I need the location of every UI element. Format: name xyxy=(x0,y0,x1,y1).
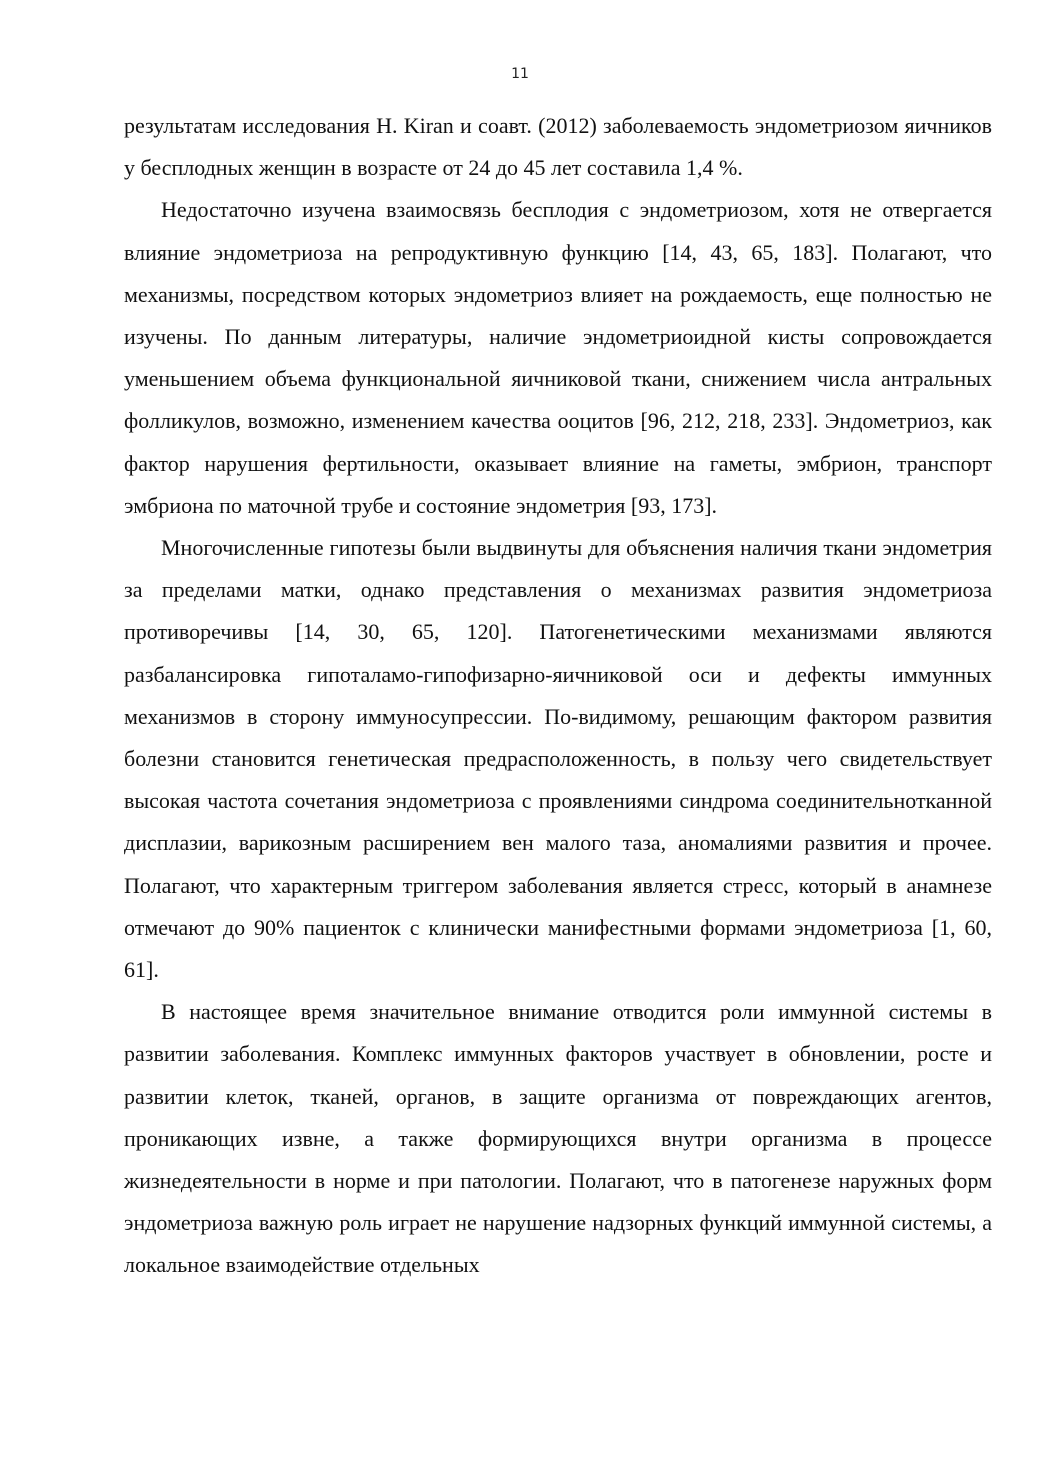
paragraph-infertility: Недостаточно изучена взаимосвязь бесплодия с эндометриозом, хотя не отвергается влияние эндометриоза на репродуктивную функцию [14, 43, 65, 183]. Полагают, что механизмы, посредством которых эндометриоз влияет на рождаемость, еще полностью не изучены. По данным литературы, наличие эндометриоидной кисты сопровождается уменьшением объема функциональной яичниковой ткани, снижением числа антральных фолликулов, возможно, изменением качества ооцитов [96, 212, 218, 233]. Эндометриоз, как фактор нарушения фертильности, оказывает влияние на гаметы, эмбрион, транспорт эмбриона по маточной трубе и состояние эндометрия [93, 173]. xyxy=(124,197,992,518)
paragraph-hypotheses: Многочисленные гипотезы были выдвинуты для объяснения наличия ткани эндометрия за пределами матки, однако представления о механизмах развития эндометриоза противоречивы [14, 30, 65, 120]. Патогенетическими механизмами являются разбалансировка гипоталамо-гипофизарно-яичниковой оси и дефекты иммунных механизмов в сторону иммуносупрессии. По-видимому, решающим фактором развития болезни становится генетическая предрасположенность, в пользу чего свидетельствует высокая частота сочетания эндометриоза с проявлениями синдрома соединительнотканной дисплазии, варикозным расширением вен малого таза, аномалиями развития и прочее. Полагают, что характерным триггером заболевания является стресс, который в анамнезе отмечают до 90% пациенток с клинически манифестными формами эндометриоза [1, 60, 61]. xyxy=(124,535,992,983)
paragraph-continuation: результатам исследования H. Kiran и соавт. (2012) заболеваемость эндометриозом яичников у бесплодных женщин в возрасте от 24 до 45 лет составила 1,4 %. xyxy=(124,113,992,181)
page-number: 11 xyxy=(511,66,529,82)
document-body xyxy=(124,105,992,1287)
paragraph-immune-system: В настоящее время значительное внимание отводится роли иммунной системы в развитии заболевания. Комплекс иммунных факторов участвует в обновлении, росте и развитии клеток, тканей, органов, в защите организма от повреждающих агентов, проникающих извне, а также формирующихся внутри организма в процессе жизнедеятельности в норме и при патологии. Полагают, что в патогенезе наружных форм эндометриоза важную роль играет не нарушение надзорных функций иммунной системы, а локальное взаимодействие отдельных xyxy=(124,999,992,1278)
